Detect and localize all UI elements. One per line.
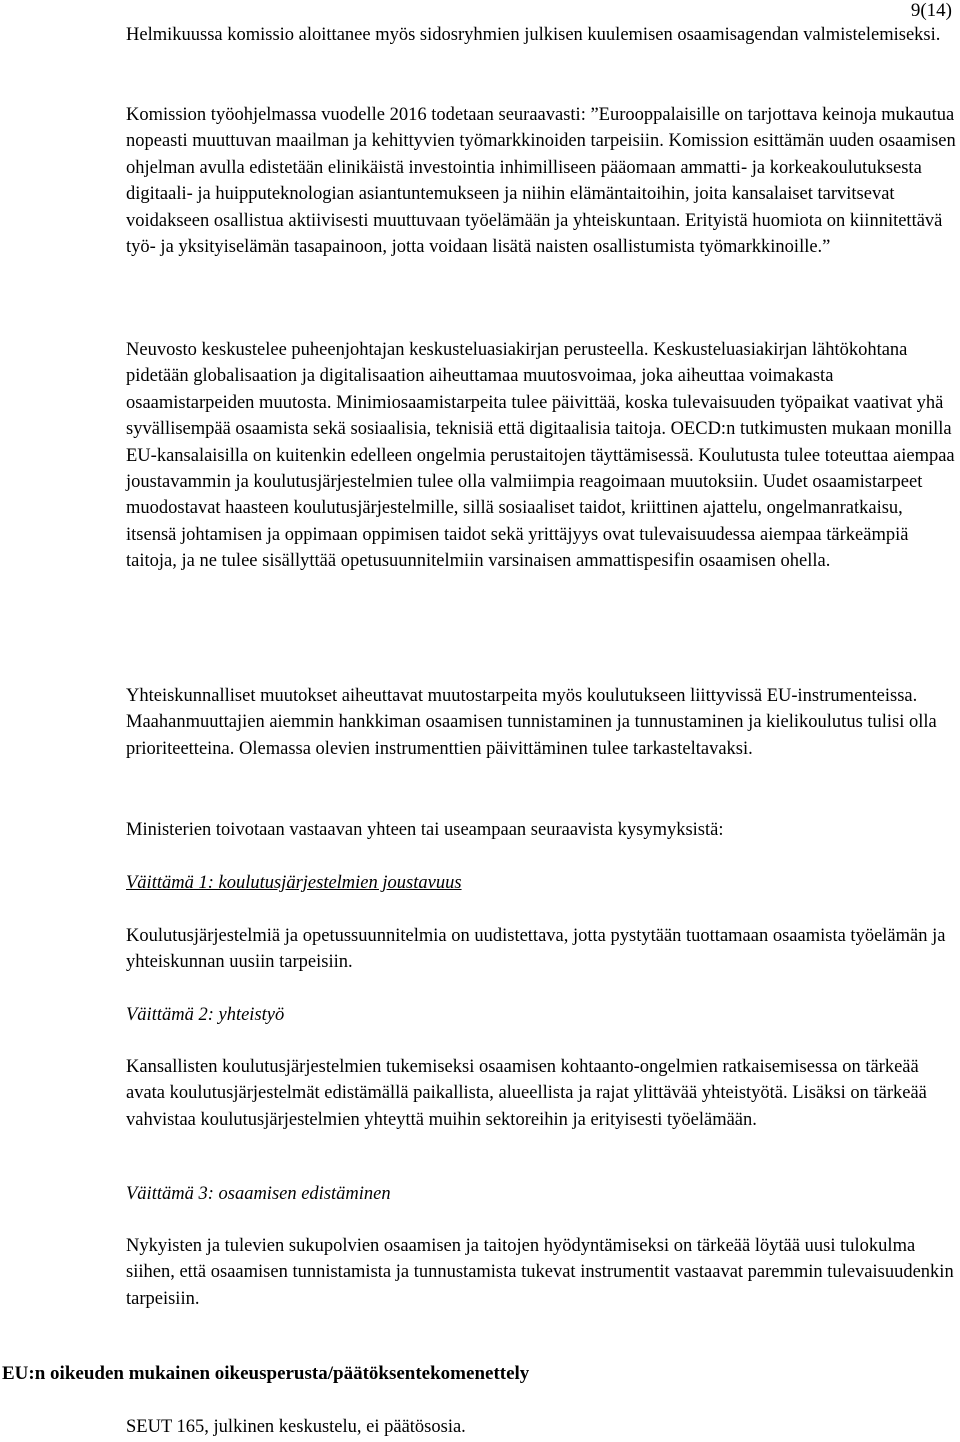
statement-1-title: Väittämä 1: koulutusjärjestelmien joustavuus	[126, 873, 462, 893]
statement-1-text: Koulutusjärjestelmiä ja opetussuunnitelmia on uudistettava, jotta pystytään tuottamaan osaamista työelämän ja yhteiskunnan uusiin tarpeisiin.	[126, 926, 946, 973]
statement-3-title: Väittämä 3: osaamisen edistäminen	[126, 1184, 391, 1204]
paragraph-eu-instruments: Yhteiskunnalliset muutokset aiheuttavat muutostarpeita myös koulutukseen liittyvissä EU-instrumenteissa. Maahanmuuttajien aiemmin hankkiman osaamisen tunnistaminen ja tunnustaminen ja kielikoulutus tulisi olla prioriteetteina. Olemassa olevien instrumenttien päivittäminen tulee tarkasteltavaksi.	[126, 686, 937, 759]
paragraph-ministers-questions: Ministerien toivotaan vastaavan yhteen tai useampaan seuraavista kysymyksistä:	[126, 820, 724, 840]
statement-3-text: Nykyisten ja tulevien sukupolvien osaamisen ja taitojen hyödyntämiseksi on tärkeää löytää uusi tulokulma siihen, että osaamisen tunnistamista ja tunnustamista tukevat instrumentit vastaavat paremmin tulevaisuudenkin tarpeisiin.	[126, 1236, 954, 1309]
paragraph-consultation: Helmikuussa komissio aloittanee myös sidosryhmien julkisen kuulemisen osaamisagendan valmistelemiseksi.	[126, 25, 941, 45]
paragraph-legal-basis: SEUT 165, julkinen keskustelu, ei päätösosia.	[126, 1417, 466, 1437]
section-heading-legal-basis: EU:n oikeuden mukainen oikeusperusta/päätöksentekomenettely	[2, 1363, 530, 1384]
paragraph-work-programme: Komission työohjelmassa vuodelle 2016 todetaan seuraavasti: ”Eurooppalaisille on tarjottava keinoja mukautua nopeasti muuttuvan maailman ja kehittyvien työmarkkinoiden tarpeisiin. Komission esittämän uuden osaamisen ohjelman avulla edistetään elinikäistä investointia inhimilliseen pääomaan ammatti- ja korkeakoulutuksesta digitaali- ja huipputeknologian asiantuntemukseen ja niihin elämäntaitoihin, joita kansalaiset tarvitsevat voidakseen osallistua aktiivisesti muuttuvaan työelämään ja yhteiskuntaan. Erityistä huomiota on kiinnitettävä työ- ja yksityiselämän tasapainoon, jotta voidaan lisätä naisten osallistumista työmarkkinoille.”	[126, 105, 956, 258]
page-number: 9(14)	[910, 0, 952, 21]
statement-2-text: Kansallisten koulutusjärjestelmien tukemiseksi osaamisen kohtaanto-ongelmien ratkaisemisessa on tärkeää avata koulutusjärjestelmät edistämällä paikallista, alueellista ja rajat ylittävää yhteistyötä. Lisäksi on tärkeää vahvistaa koulutusjärjestelmien yhteyttä muihin sektoreihin ja erityisesti työelämään.	[126, 1057, 927, 1130]
statement-2-title: Väittämä 2: yhteistyö	[126, 1005, 285, 1025]
paragraph-council-discussion: Neuvosto keskustelee puheenjohtajan keskusteluasiakirjan perusteella. Keskusteluasiakirjan lähtökohtana pidetään globalisaation ja digitalisaation aiheuttamaa muutosvoimaa, joka aiheuttaa voimakasta osaamistarpeiden muutosta. Minimiosaamistarpeita tulee päivittää, koska tulevaisuuden työpaikat vaativat yhä syvällisempää osaamista sekä sosiaalisia, teknisiä että digitaalisia taitoja. OECD:n tutkimusten mukaan monilla EU-kansalaisilla on kuitenkin edelleen ongelmia perustaitojen täyttämisessä. Koulutusta tulee toteuttaa aiempaa joustavammin ja koulutusjärjestelmien tulee olla valmiimpia reagoimaan muutoksiin. Uudet osaamistarpeet muodostavat haasteen koulutusjärjestelmille, sillä sosiaaliset taidot, kriittinen ajattelu, ongelmanratkaisu, itsensä johtamisen ja oppimaan oppimisen taidot sekä yrittäjyys ovat tulevaisuudessa aiempaa tärkeämpiä taitoja, ja ne tulee sisällyttää opetusuunnitelmiin varsinaisen ammattispesifin osaamisen ohella.	[126, 340, 955, 572]
